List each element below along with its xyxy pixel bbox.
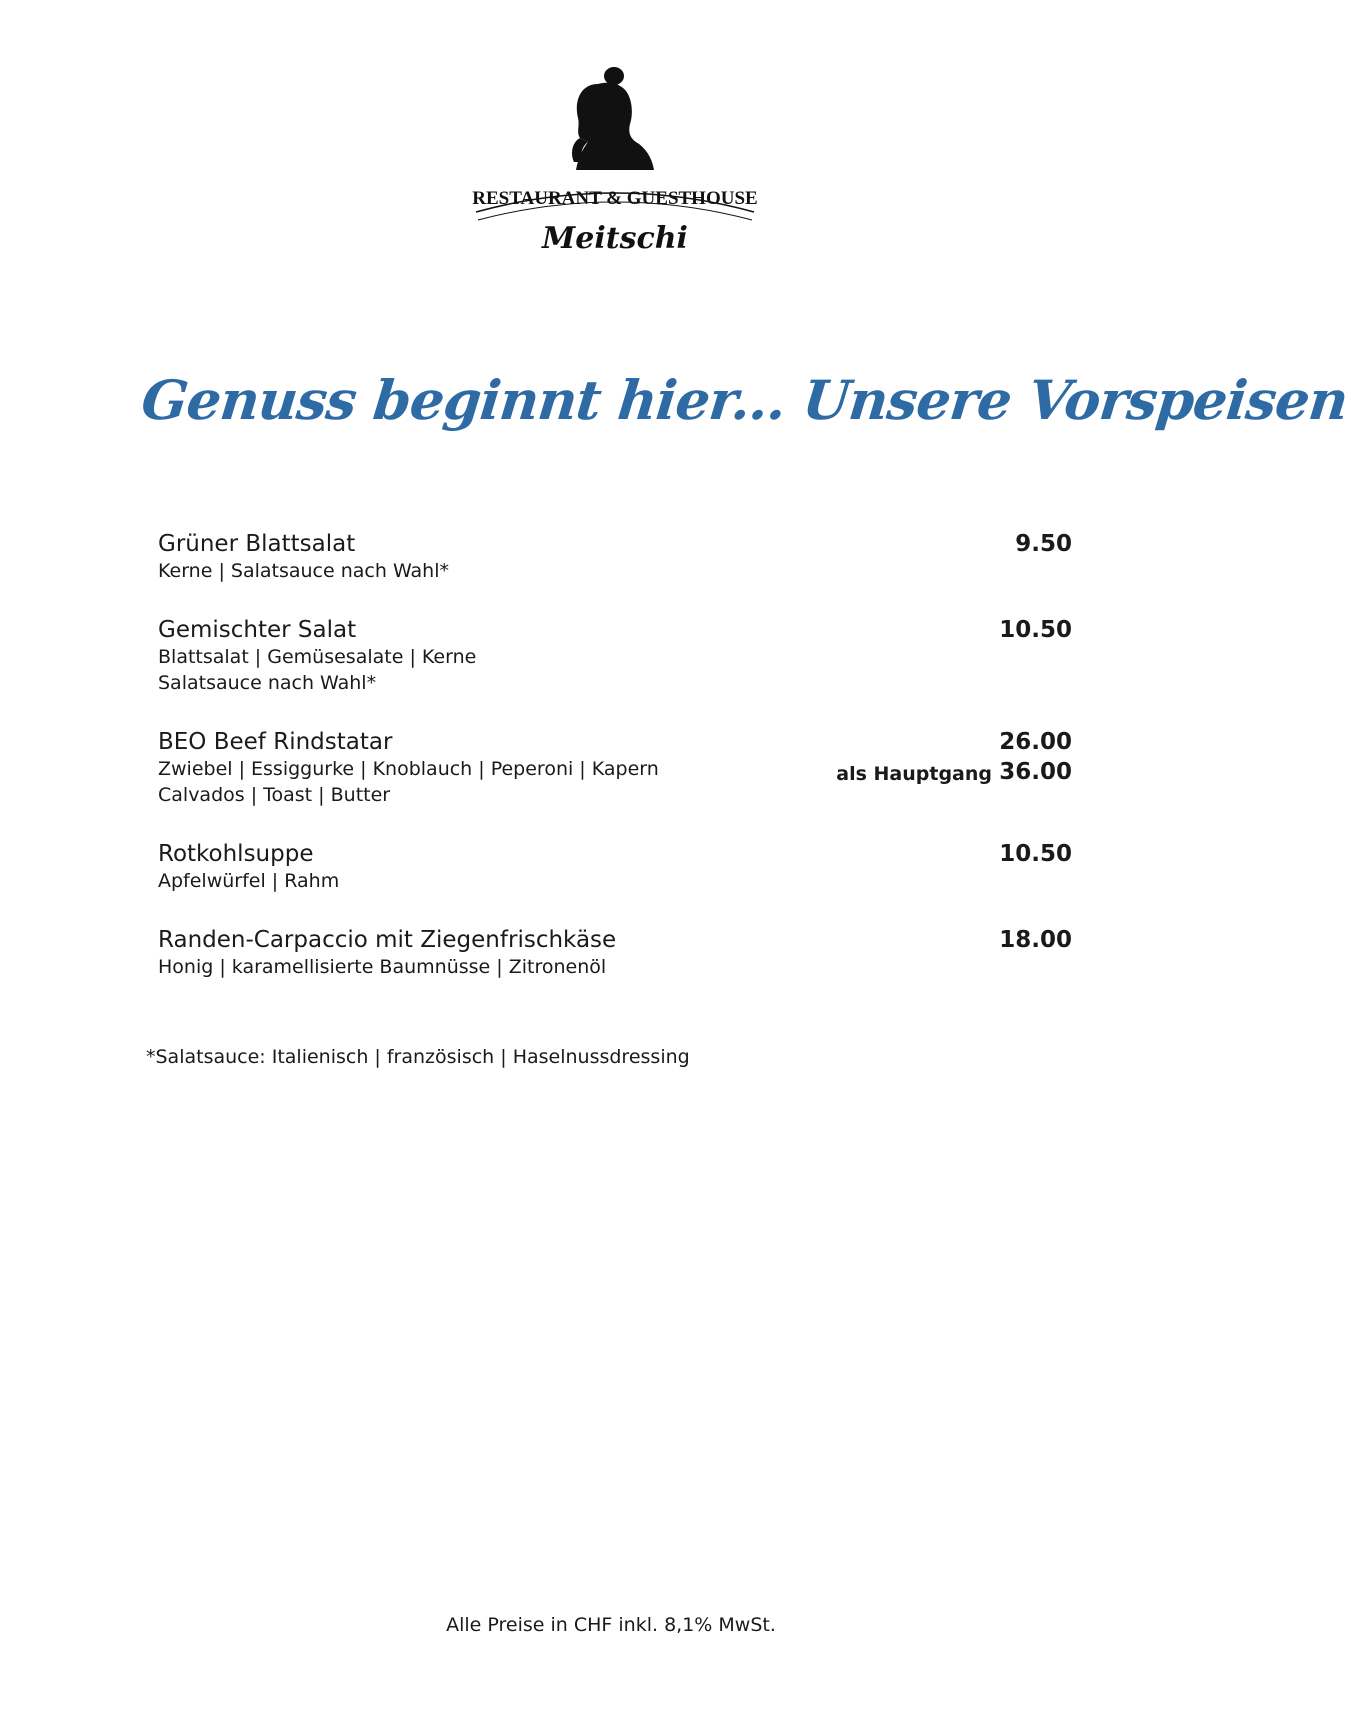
item-price2: 36.00 <box>999 759 1072 785</box>
item-desc: Salatsauce nach Wahl* <box>158 672 377 694</box>
logo-line1: RESTAURANT & GUESTHOUSE <box>472 188 758 209</box>
woman-silhouette-icon <box>572 67 654 170</box>
menu-item <box>158 530 1072 584</box>
footnote: *Salatsauce: Italienisch | französisch | Haselnussdressing <box>146 1046 690 1068</box>
item-desc: Kerne | Salatsauce nach Wahl* <box>158 560 449 582</box>
item-desc: Blattsalat | Gemüsesalate | Kerne <box>158 646 477 668</box>
logo-line2: Meitschi <box>542 221 688 256</box>
item-price: 26.00 <box>999 729 1072 755</box>
item-desc: Zwiebel | Essiggurke | Knoblauch | Peperoni | Kapern <box>158 758 659 780</box>
item-price2-label: als Hauptgang <box>836 763 992 785</box>
item-price: 10.50 <box>999 841 1072 867</box>
item-desc: Honig | karamellisierte Baumnüsse | Zitronenöl <box>158 956 607 978</box>
item-price: 18.00 <box>999 927 1072 953</box>
item-name: Grüner Blattsalat <box>158 531 356 557</box>
item-desc: Calvados | Toast | Butter <box>158 784 391 806</box>
menu-item <box>158 728 1072 808</box>
menu-item <box>158 840 1072 894</box>
item-price: 9.50 <box>1015 531 1072 557</box>
item-price: 10.50 <box>999 617 1072 643</box>
menu-item <box>158 926 1072 980</box>
item-name: BEO Beef Rindstatar <box>158 729 393 755</box>
restaurant-logo <box>470 62 760 262</box>
footer-note: Alle Preise in CHF inkl. 8,1% MwSt. <box>446 1614 776 1636</box>
menu-item <box>158 616 1072 696</box>
item-desc: Apfelwürfel | Rahm <box>158 870 340 892</box>
item-name: Randen-Carpaccio mit Ziegenfrischkäse <box>158 927 617 953</box>
item-name: Rotkohlsuppe <box>158 841 314 867</box>
page-heading: Genuss beginnt hier... Unsere Vorspeisen <box>138 368 1351 432</box>
item-name: Gemischter Salat <box>158 617 357 643</box>
